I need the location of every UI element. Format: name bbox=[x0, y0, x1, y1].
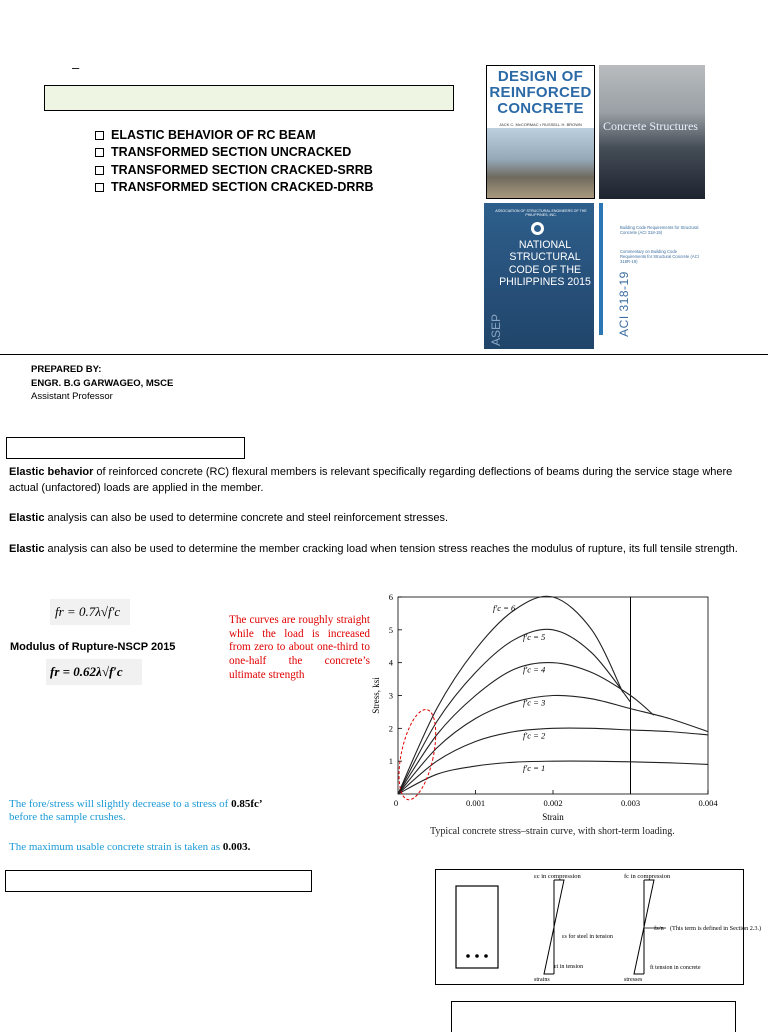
series-line bbox=[398, 761, 708, 794]
paragraph: Elastic behavior of reinforced concrete (RC) flexural members is relevant specifically regarding deflections of beams during the service stage where actual (unfactored) loads are applied in the member. bbox=[9, 466, 733, 494]
note-max-strain: The maximum usable concrete strain is taken as 0.003. bbox=[9, 841, 251, 853]
book-title: Concrete Structures bbox=[603, 119, 698, 133]
ft-label: ft tension in concrete bbox=[650, 965, 701, 971]
series-label: f′c = 4 bbox=[523, 664, 546, 675]
series-label: f′c = 2 bbox=[523, 730, 546, 741]
x-tick-label: 0.002 bbox=[543, 798, 563, 808]
y-tick-label: 2 bbox=[388, 723, 393, 734]
fc-label: fc in compression bbox=[624, 873, 671, 880]
x-tick-label: 0.004 bbox=[698, 798, 718, 808]
linear-region-highlight bbox=[392, 706, 442, 803]
book-cover-concrete-structures bbox=[599, 65, 705, 199]
curve-note: The curves are roughly straight while the load is increased from zero to about one-third to one-half the concrete’s ultimate strength bbox=[229, 614, 370, 681]
rebar-dot bbox=[466, 954, 470, 958]
x-tick-label: 0.001 bbox=[465, 798, 486, 808]
es-label: εs for steel in tension bbox=[562, 934, 613, 940]
stress-strain-chart bbox=[368, 588, 720, 822]
prepared-label: PREPARED BY: bbox=[31, 364, 102, 375]
y-tick-label: 1 bbox=[388, 756, 393, 767]
rebar-dot bbox=[475, 954, 479, 958]
book-line: Building Code Requirements for Structural Concrete (ACI 318-19) bbox=[620, 225, 699, 235]
book-publisher: ASSOCIATION OF STRUCTURAL ENGINEERS OF THE PHILIPPINES, INC. bbox=[495, 209, 587, 217]
y-tick-label: 6 bbox=[388, 592, 393, 602]
book-line: Commentary on Building Code Requirements for Structural Concrete (ACI 318R-19) bbox=[620, 249, 699, 264]
et-label: εt in tension bbox=[554, 964, 584, 970]
cover-photo bbox=[487, 128, 594, 198]
book-authors: JACK C. McCORMAC • RUSSELL H. BROWN bbox=[499, 122, 582, 127]
seal-icon bbox=[531, 222, 544, 235]
ec-label: εc in compression bbox=[534, 873, 581, 880]
note-crush: The fore/stress will slightly decrease to a stress of 0.85fc’ before the sample crushes. bbox=[9, 798, 263, 823]
checkbox-icon bbox=[95, 166, 104, 175]
book-cover-aci bbox=[599, 203, 705, 335]
formula-rupture: fr = 0.7λ√f′c bbox=[50, 599, 130, 625]
x-tick-label: 0.003 bbox=[620, 798, 641, 808]
checkbox-icon bbox=[95, 131, 104, 140]
spine-text: ASEP bbox=[489, 313, 504, 347]
checkbox-icon bbox=[95, 148, 104, 157]
topic-item: ELASTIC BEHAVIOR OF RC BEAM bbox=[95, 127, 374, 144]
formula-rupture-nscp: fr = 0.62λ√f′c bbox=[46, 659, 142, 685]
divider bbox=[0, 354, 768, 355]
stresses-label: stresses bbox=[624, 977, 643, 983]
y-tick-label: 4 bbox=[388, 657, 393, 668]
strain-stress-diagram bbox=[435, 869, 762, 985]
chart-caption: Typical concrete stress–strain curve, with short-term loading. bbox=[430, 826, 675, 837]
book-title: NATIONAL STRUCTURAL CODE OF THE PHILIPPINES 2015 bbox=[499, 239, 591, 289]
section-heading-box bbox=[6, 437, 245, 459]
dash-mark: – bbox=[72, 60, 80, 75]
topic-item: TRANSFORMED SECTION CRACKED-SRRB bbox=[95, 162, 374, 179]
defined-note-1: (This term is defined in Section 2.3.) bbox=[670, 925, 762, 932]
y-tick-label: 5 bbox=[388, 624, 393, 635]
checkbox-icon bbox=[95, 183, 104, 192]
book-title: DESIGN OF REINFORCED CONCRETE bbox=[489, 68, 592, 117]
section-heading-box bbox=[5, 870, 312, 892]
equation-box bbox=[451, 1001, 736, 1032]
modulus-of-rupture-label: Modulus of Rupture-NSCP 2015 bbox=[10, 641, 176, 653]
series-label: f′c = 1 bbox=[523, 763, 546, 774]
author-name: ENGR. B.G GARWAGEO, MSCE bbox=[31, 377, 174, 389]
strains-label: strains bbox=[534, 977, 550, 983]
rebar-dot bbox=[484, 954, 488, 958]
topic-item: TRANSFORMED SECTION UNCRACKED bbox=[95, 144, 374, 161]
author-position: Assistant Professor bbox=[31, 391, 113, 402]
y-tick-label: 3 bbox=[388, 690, 393, 701]
paragraph: Elastic analysis can also be used to determine concrete and steel reinforcement stresses. bbox=[9, 512, 449, 524]
topic-list bbox=[95, 127, 374, 196]
y-axis-label: Stress, ksi bbox=[371, 677, 381, 714]
topic-item: TRANSFORMED SECTION CRACKED-DRRB bbox=[95, 179, 374, 196]
origin-label: 0 bbox=[393, 798, 399, 808]
book-cover-nscp bbox=[484, 203, 594, 349]
x-axis-label: Strain bbox=[542, 812, 564, 822]
series-line bbox=[398, 629, 631, 794]
series-label: f′c = 5 bbox=[523, 631, 546, 642]
book-vertical-title: ACI 318-19 bbox=[616, 271, 631, 337]
fs-n-label: fs/n bbox=[654, 925, 664, 932]
series-label: f′c = 6 bbox=[493, 603, 516, 613]
series-label: f′c = 3 bbox=[523, 697, 546, 708]
title-box bbox=[44, 85, 454, 111]
paragraph: Elastic analysis can also be used to determine the member cracking load when tension stress reaches the modulus of rupture, its full tensile strength. bbox=[9, 543, 738, 555]
prepared-by bbox=[31, 363, 173, 404]
book-cover-design-of-rc bbox=[486, 65, 595, 199]
